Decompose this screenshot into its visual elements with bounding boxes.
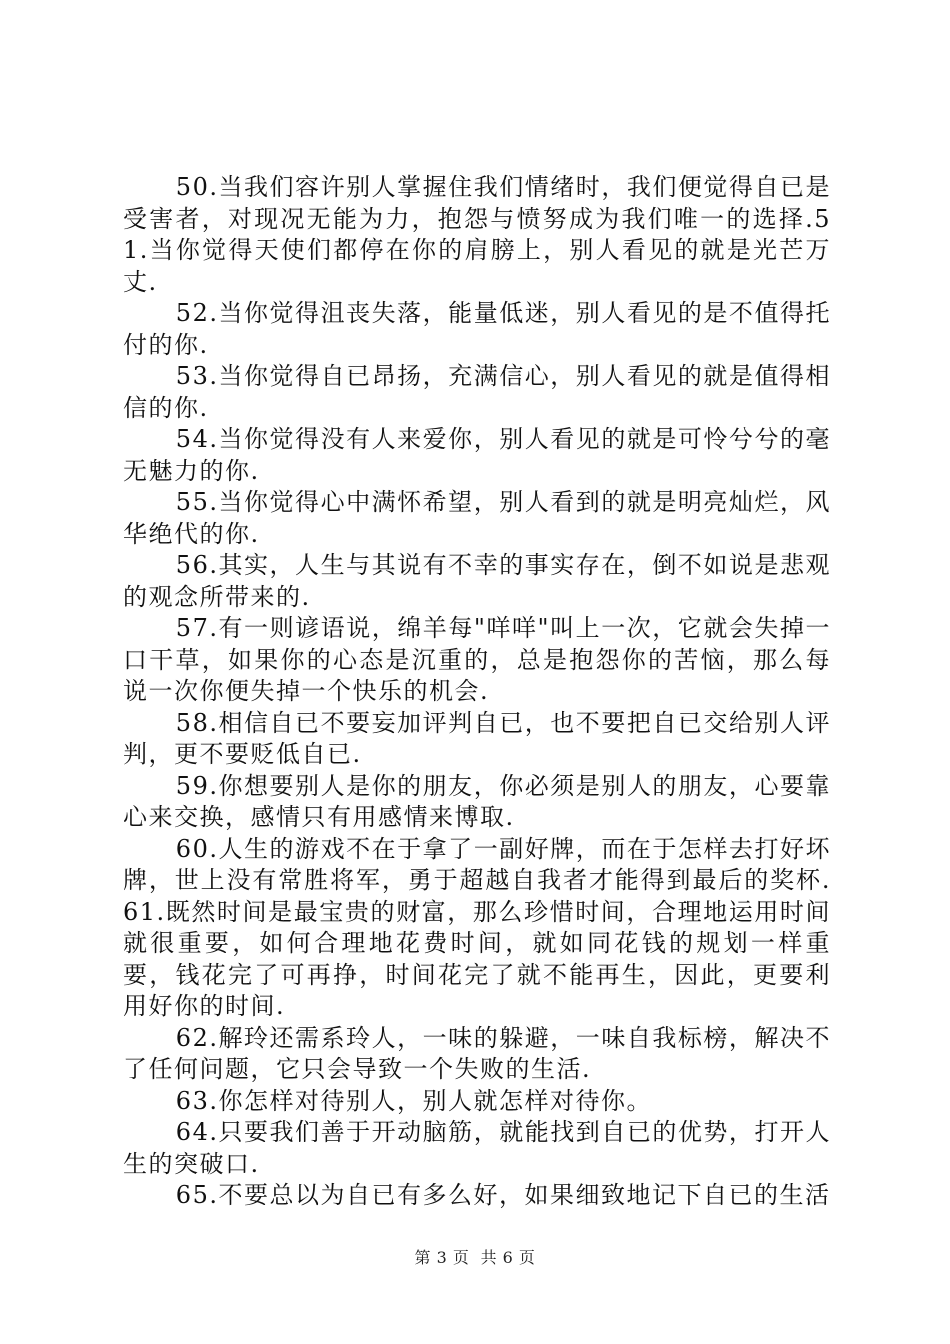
paragraph-52: 52.当你觉得沮丧失落，能量低迷，别人看见的是不值得托付的你.: [123, 299, 831, 359]
paragraph-58: 58.相信自已不要妄加评判自已，也不要把自已交给别人评判，更不要贬低自已.: [123, 708, 831, 768]
page-footer: [0, 1245, 950, 1268]
paragraph-55: 55.当你觉得心中满怀希望，别人看到的就是明亮灿烂，风华绝代的你.: [123, 488, 831, 548]
page-number-label: 第 3 页 共 6 页: [414, 1248, 536, 1267]
document-body: [123, 172, 831, 1212]
paragraph-62: 62.解玲还需系玲人，一味的躲避，一味自我标榜，解决不了任何问题，它只会导致一个失败的生活.: [123, 1023, 831, 1083]
paragraph-56: 56.其实，人生与其说有不幸的事实存在，倒不如说是悲观的观念所带来的.: [123, 551, 831, 611]
paragraph-50-51: 50.当我们容许别人掌握住我们情绪时，我们便觉得自已是受害者，对现况无能为力，抱怨与愤努成为我们唯一的选择.51.当你觉得天使们都停在你的肩膀上，别人看见的就是光芒万丈.: [123, 173, 831, 296]
paragraph-65: 65.不要总以为自已有多么好，如果细致地记下自已的生活: [175, 1181, 831, 1209]
paragraph-59: 59.你想要别人是你的朋友，你必须是别人的朋友，心要靠心来交换，感情只有用感情来博取.: [123, 771, 831, 831]
paragraph-64: 64.只要我们善于开动脑筋，就能找到自已的优势，打开人生的突破口.: [123, 1118, 831, 1178]
paragraph-60-61: 60.人生的游戏不在于拿了一副好牌，而在于怎样去打好坏牌，世上没有常胜将军，勇于超越自我者才能得到最后的奖杯.61.既然时间是最宝贵的财富，那么珍惜时间，合理地运用时间就很重要，如何合理地花费时间，就如同花钱的规划一样重要，钱花完了可再挣，时间花完了就不能再生，因此，更要利用好你的时间.: [123, 834, 831, 1020]
paragraph-54: 54.当你觉得没有人来爱你，别人看见的就是可怜兮兮的毫无魅力的你.: [123, 425, 831, 485]
paragraph-57: 57.有一则谚语说，绵羊每"咩咩"叫上一次，它就会失掉一口干草，如果你的心态是沉重的，总是抱怨你的苦恼，那么每说一次你便失掉一个快乐的机会.: [123, 614, 831, 705]
paragraph-63: 63.你怎样对待别人，别人就怎样对待你。: [175, 1086, 652, 1115]
paragraph-53: 53.当你觉得自已昂扬，充满信心，别人看见的就是值得相信的你.: [123, 362, 831, 422]
